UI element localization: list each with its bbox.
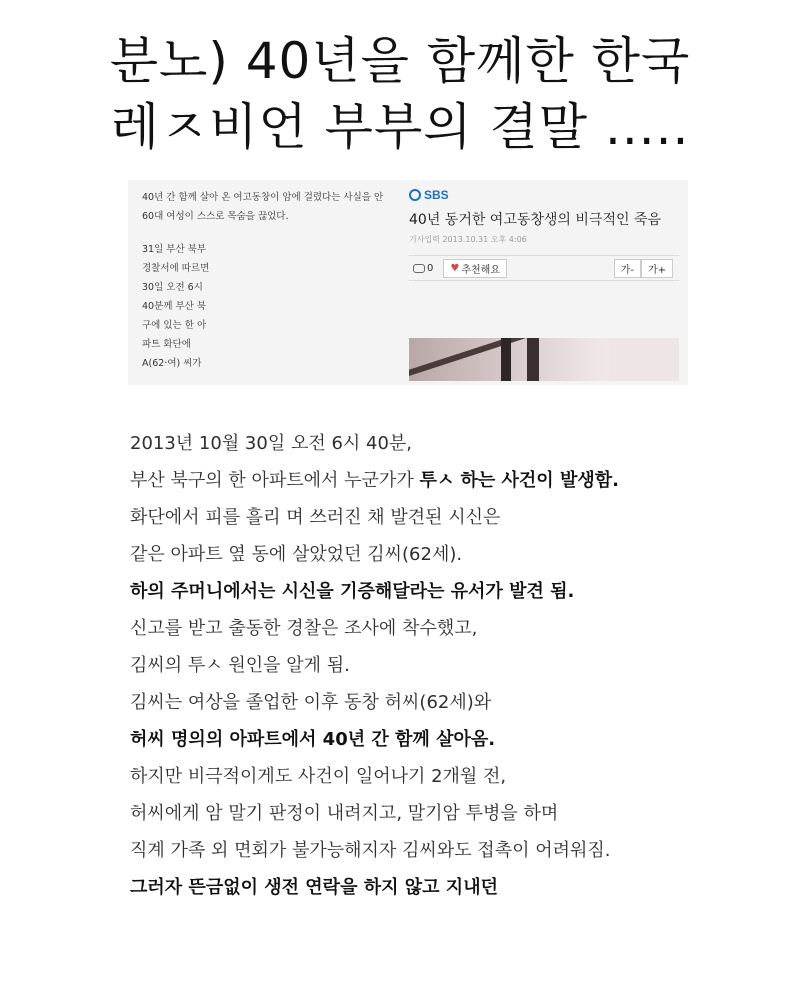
sbs-logo-text: SBS [424,188,449,202]
comment-count [409,263,437,274]
clipping-lead: 40년 간 함께 살아 온 여고동창이 암에 걸렸다는 사실을 안 60대 여성이 스스로 목숨을 끊었다. [142,192,384,222]
font-size-controls [614,259,673,278]
thumbs-up-icon: ♥ [450,262,460,274]
story-line-text: 김씨는 여상을 졸업한 이후 동창 허씨(62세)와 [130,692,492,713]
recommend-button [443,259,507,278]
clipping-body-line: 40분께 부산 북 [142,301,207,312]
story-line-text: 직계 가족 외 면회가 불가능해지자 김씨와도 접촉이 어려워짐. [130,840,611,861]
photo-figure [527,338,539,381]
story-line-text: 2013년 10월 30일 오전 6시 40분, [130,433,413,454]
story-line [130,795,690,832]
story-text [130,425,690,906]
clipping-body-column [142,240,234,373]
clipping-body-line: 경찰서에 따르면 [142,263,210,274]
photo-figure [501,338,511,381]
story-line-text: 같은 아파트 옆 동에 살았었던 김씨(62세). [130,544,463,565]
headline-line-2: 레ㅈ비언 부부의 결말 ..... [110,98,690,156]
clipping-article-header [409,186,679,381]
clipping-date: 기사입력 2013.10.31 오후 4:06 [409,235,527,244]
story-line [130,832,690,869]
story-line-text: 신고를 받고 출동한 경찰은 조사에 착수했고, [130,618,478,639]
story-line [130,647,690,684]
clipping-body-line: 31일 부산 북부 [142,244,207,255]
story-line-text: 하지만 비극적이게도 사건이 일어나기 2개월 전, [130,766,507,787]
story-line [130,869,690,906]
story-line-bold: 허씨 명의의 아파트에서 40년 간 함께 살아옴. [130,729,496,750]
headline-line-1: 분노) 40년을 함께한 한국 [109,32,691,90]
story-line-bold: 하의 주머니에서는 시신을 기증해달라는 유서가 발견 됨. [130,581,575,602]
story-line-bold: 그러자 뜬금없이 생전 연락을 하지 않고 지내던 [130,877,498,898]
clipping-title: 40년 동거한 여고동창생의 비극적인 죽음 [409,212,661,228]
clipping-body-line: 30일 오전 6시 [142,282,203,293]
clipping-body-line: 구에 있는 한 아 [142,320,207,331]
clipping-body-line: 파트 화단에 [142,339,191,350]
comment-count-value: 0 [427,262,434,274]
story-line [130,462,690,499]
story-line [130,721,690,758]
story-line [130,425,690,462]
clipping-body-line: A(62·여) 씨가 [142,358,202,369]
story-line-text: 김씨의 투ㅅ 원인을 알게 됨. [130,655,350,676]
story-line [130,573,690,610]
clipping-toolbar [409,255,679,281]
story-line-text: 허씨에게 암 말기 판정이 내려지고, 말기암 투병을 하며 [130,803,559,824]
story-line [130,684,690,721]
story-line-bold: 투ㅅ 하는 사건이 발생함. [419,470,619,491]
comment-icon [413,264,425,273]
font-increase-button: 가+ [641,259,673,278]
story-line [130,536,690,573]
story-line [130,499,690,536]
story-line [130,610,690,647]
story-line [130,758,690,795]
news-clipping-image [128,180,688,385]
photo-background [609,338,679,381]
clipping-article-text [142,188,392,373]
recommend-label: 추천해요 [461,264,500,276]
sbs-logo-icon [409,189,421,201]
font-decrease-button: 가- [614,259,641,278]
sbs-logo [409,186,679,204]
clipping-photo [409,338,679,381]
story-line-text: 화단에서 피를 흘리 며 쓰러진 채 발견된 시신은 [130,507,501,528]
story-line-text: 부산 북구의 한 아파트에서 누군가가 [130,470,420,491]
headline [0,28,800,160]
